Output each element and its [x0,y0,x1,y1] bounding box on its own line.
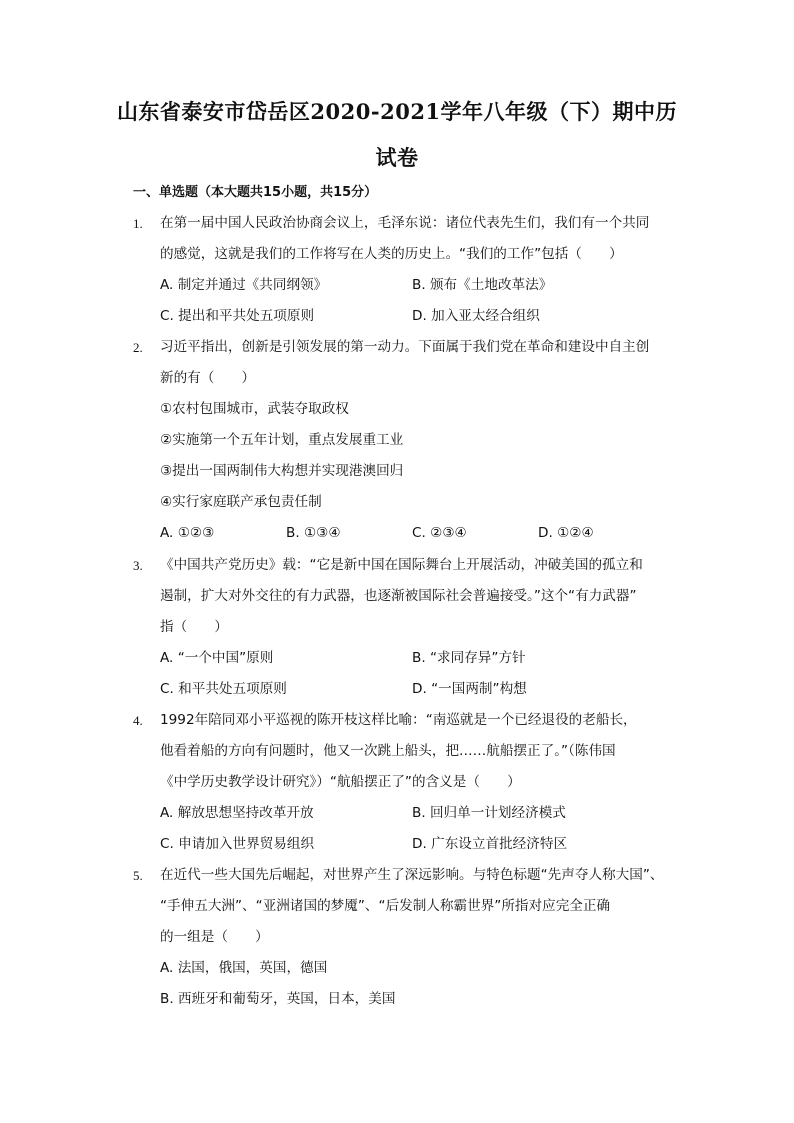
question-2-option-a: A. ①②③ [160,525,215,541]
question-5-number: 5. [133,868,143,883]
question-5-text-line: “手伸五大洲”、“亚洲诸国的梦魇”、“后发制人称霸世界”所指对应完全正确 [160,898,611,914]
question-5-option-a: A. 法国，俄国，英国，德国 [160,960,328,976]
question-1-text-line: 在第一届中国人民政治协商会议上，毛泽东说：诸位代表先生们，我们有一个共同 [160,215,650,231]
question-2-statement-1: ①农村包围城市，武装夺取政权 [160,401,349,417]
question-4-option-d: D. 广东设立首批经济特区 [412,836,568,852]
question-3-text-line: 《中国共产党历史》载：“它是新中国在国际舞台上开展活动，冲破美国的孤立和 [160,557,643,573]
question-5-option-b: B. 西班牙和葡萄牙，英国，日本，美国 [160,991,396,1007]
exam-title-line1: 山东省泰安市岱岳区2020-2021学年八年级（下）期中历 [116,99,678,124]
question-2-option-c: C. ②③④ [412,525,467,541]
question-4-option-b: B. 回归单一计划经济模式 [412,805,566,821]
question-2-text-line: 新的有（ ） [160,370,256,386]
question-5-text-line: 的一组是（ ） [160,929,269,945]
question-3-text-line: 指（ ） [160,619,228,635]
question-1-number: 1. [133,216,143,231]
question-2-statement-3: ③提出一国两制伟大构想并实现港澳回归 [160,463,404,479]
question-3-option-b: B. “求同存异”方针 [412,650,526,666]
question-1-option-d: D. 加入亚太经合组织 [412,308,540,324]
question-2-option-b: B. ①③④ [286,525,341,541]
question-2-text-line: 习近平指出，创新是引领发展的第一动力。下面属于我们党在革命和建设中自主创 [160,339,650,355]
question-1-option-a: A. 制定并通过《共同纲领》 [160,277,328,293]
question-4-text-line: 1992年陪同邓小平巡视的陈开枝这样比喻：“南巡就是一个已经退役的老船长， [160,712,637,728]
question-3-option-c: C. 和平共处五项原则 [160,681,287,697]
question-2-number: 2. [133,340,143,355]
question-4-text-line: 他看着船的方向有问题时，他又一次跳上船头，把……航船摆正了。”（陈伟国 [160,743,616,759]
question-4-option-a: A. 解放思想坚持改革开放 [160,805,314,821]
question-2-statement-4: ④实行家庭联产承包责任制 [160,494,322,510]
section-heading: 一、单选题（本大题共15小题，共15分） [133,185,378,200]
question-2-option-d: D. ①②④ [538,525,594,541]
question-1-option-c: C. 提出和平共处五项原则 [160,308,315,324]
question-3-number: 3. [133,558,143,573]
question-4-text-line: 《中学历史教学设计研究》）“航船摆正了”的含义是（ ） [160,774,521,790]
question-2-statement-2: ②实施第一个五年计划，重点发展重工业 [160,432,404,448]
question-3-text-line: 遏制，扩大对外交往的有力武器，也逐渐被国际社会普遍接受。”这个“有力武器” [160,588,637,604]
question-3-option-a: A. “一个中国”原则 [160,650,274,666]
question-3-option-d: D. “一国两制”构想 [412,681,527,697]
question-4-number: 4. [133,713,143,728]
question-4-option-c: C. 申请加入世界贸易组织 [160,836,315,852]
question-1-option-b: B. 颁布《土地改革法》 [412,277,553,293]
question-5-text-line: 在近代一些大国先后崛起，对世界产生了深远影响。与特色标题“先声夺人称大国”、 [160,867,664,883]
exam-title-line2: 试卷 [375,145,419,170]
question-1-text-line: 的感觉，这就是我们的工作将写在人类的历史上。“我们的工作”包括（ ） [160,246,623,262]
